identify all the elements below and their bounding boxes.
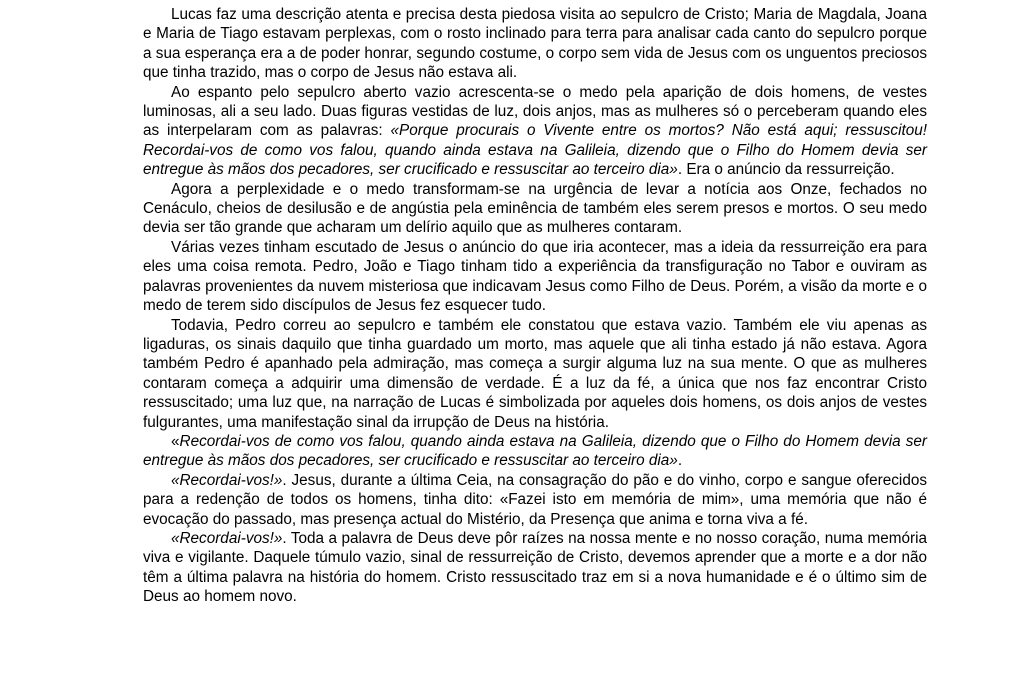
paragraph-text: « <box>171 432 180 450</box>
scripture-quote: «Recordai-vos!» <box>171 529 283 547</box>
paragraph-8 <box>143 529 927 607</box>
paragraph-text: . Era o anúncio da ressurreição. <box>677 161 895 179</box>
scripture-quote: «Recordai-vos!» <box>171 471 283 489</box>
scripture-quote: «Porque procurais o Vivente entre os mortos? Não está aqui; ressuscitou! Recordai-vos de como vos falou, quando ainda estava na Galileia, dizendo que o Filho do Homem devia ser entregue às mãos dos pecadores, ser crucificado e ressuscitar ao terceiro dia» <box>143 122 927 179</box>
paragraph-text: . <box>677 452 683 470</box>
paragraph-text: Lucas faz uma descrição atenta e precisa desta piedosa visita ao sepulcro de Cristo; Maria de Magdala, Joana e Maria de Tiago estavam perplexas, com o rosto inclinado para terra para analisar cada canto do sepulcro porque a sua esperança era a de poder honrar, segundo costume, o corpo sem vida de Jesus com os unguentos preciosos que tinha trazido, mas o corpo de Jesus não estava ali. <box>143 6 927 82</box>
paragraph-text: Agora a perplexidade e o medo transformam-se na urgência de levar a notícia aos Onze, fechados no Cenáculo, cheios de desilusão e de angústia pela eminência de também eles serem presos e mortos. O seu medo devia ser tão grande que acharam um delírio aquilo que as mulheres contaram. <box>143 180 927 237</box>
document-page <box>143 5 927 607</box>
paragraph-4 <box>143 238 927 316</box>
paragraph-text: Todavia, Pedro correu ao sepulcro e também ele constatou que estava vazio. Também ele viu apenas as ligaduras, os sinais daquilo que tinha guardado um morto, mas aquele que ali tinha estado já não estava. Agora também Pedro é apanhado pela admiração, mas começa a surgir alguma luz na sua mente. O que as mulheres contaram começa a adquirir uma dimensão de verdade. É a luz da fé, a única que nos faz encontrar Cristo ressuscitado; uma luz que, na narração de Lucas é simbolizada por aqueles dois homens, os dois anjos de vestes fulgurantes, uma manifestação sinal da irrupção de Deus na história. <box>143 316 927 431</box>
paragraph-2 <box>143 83 927 180</box>
paragraph-text: Várias vezes tinham escutado de Jesus o anúncio do que iria acontecer, mas a ideia da ressurreição era para eles uma coisa remota. Pedro, João e Tiago tinham tido a experiência da transfiguração no Tabor e ouviram as palavras provenientes da nuvem misteriosa que indicavam Jesus como Filho de Deus. Porém, a visão da morte e o medo de terem sido discípulos de Jesus fez esquecer tudo. <box>143 238 927 315</box>
paragraph-6 <box>143 432 927 471</box>
paragraph-text: Ao espanto pelo sepulcro aberto vazio acrescenta-se o medo pela aparição de dois homens, de vestes luminosas, ali a seu lado. Duas figuras vestidas de luz, dois anjos, mas as mulheres só o perceberam quando eles as interpelaram com as palavras: <box>143 83 927 140</box>
paragraph-7 <box>143 471 927 529</box>
paragraph-3 <box>143 180 927 238</box>
paragraph-5 <box>143 316 927 432</box>
paragraph-text: . Jesus, durante a última Ceia, na consagração do pão e do vinho, corpo e sangue oferecidos para a redenção de todos os homens, tinha dito: «Fazei isto em memória de mim», uma memória que não é evocação do passado, mas presença actual do Mistério, da Presença que anima e torna viva a fé. <box>143 471 927 528</box>
paragraph-1 <box>143 5 927 83</box>
scripture-quote: Recordai-vos de como vos falou, quando ainda estava na Galileia, dizendo que o Filho do Homem devia ser entregue às mãos dos pecadores, ser crucificado e ressuscitar ao terceiro dia» <box>143 432 927 470</box>
paragraph-text: . Toda a palavra de Deus deve pôr raízes na nossa mente e no nosso coração, numa memória viva e vigilante. Daquele túmulo vazio, sinal de ressurreição de Cristo, devemos aprender que a morte e a dor não têm a última palavra na história do homem. Cristo ressuscitado traz em si a nova humanidade e é o último sim de Deus ao homem novo. <box>143 529 927 606</box>
